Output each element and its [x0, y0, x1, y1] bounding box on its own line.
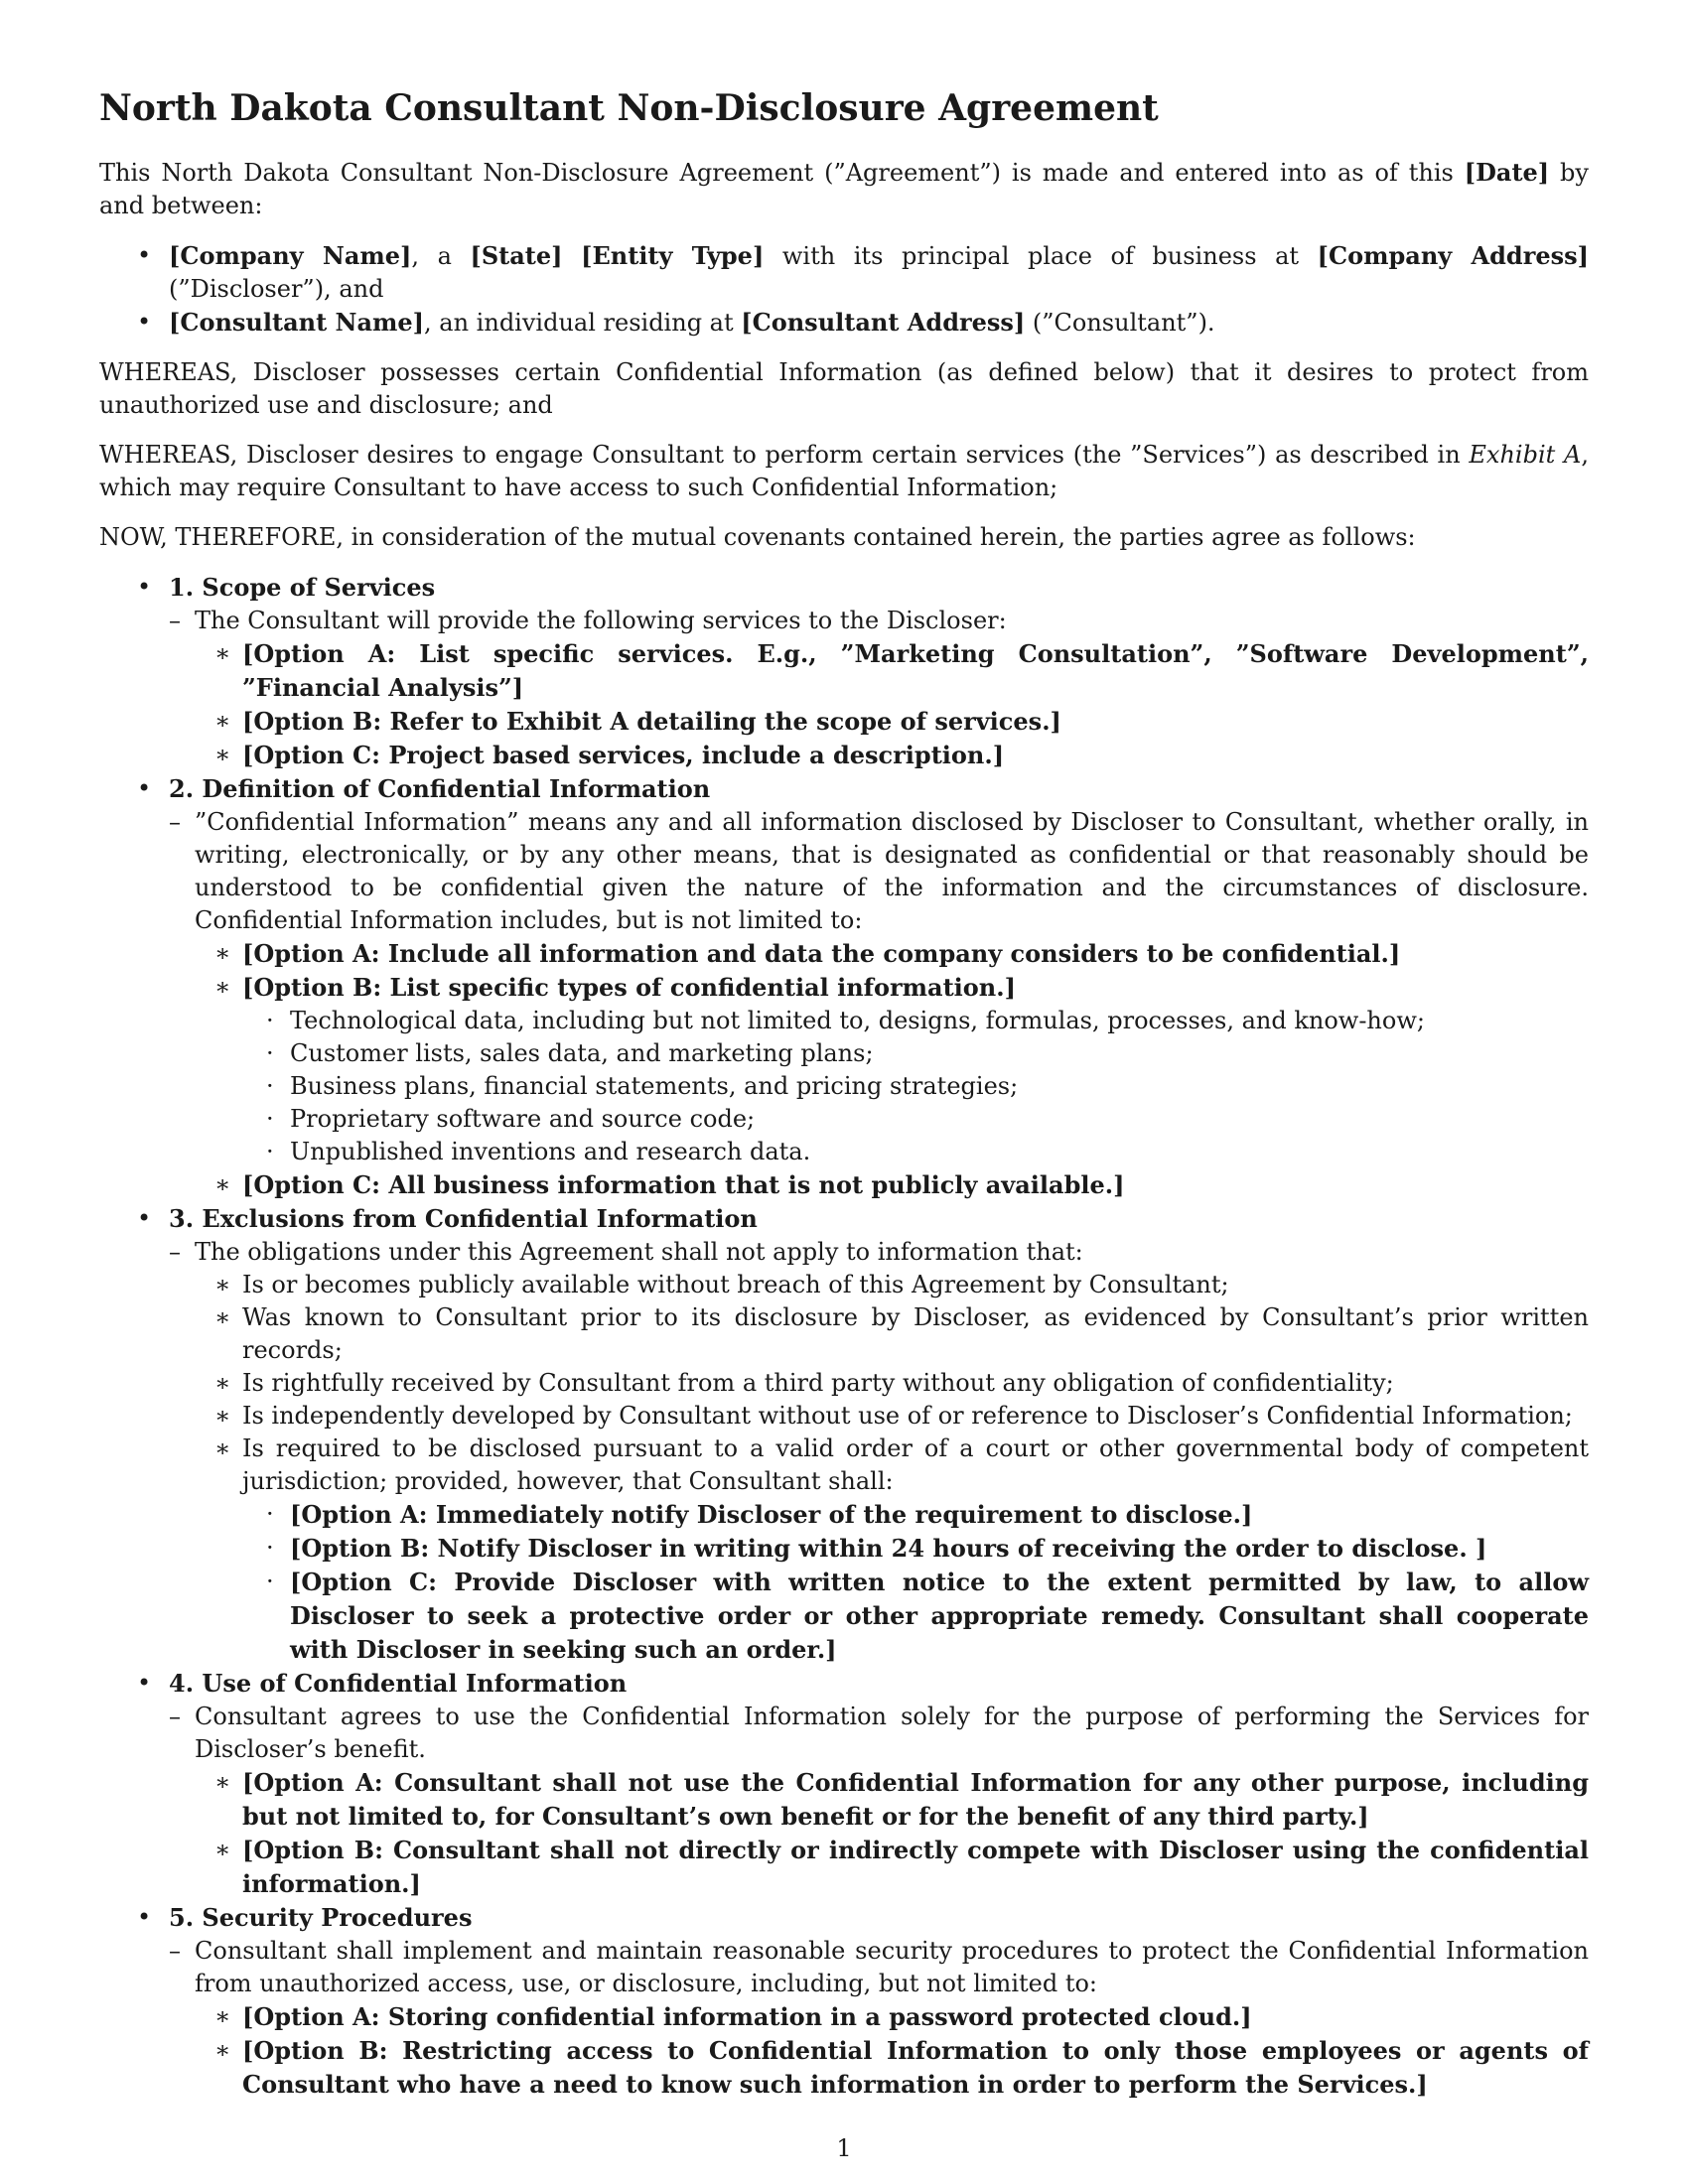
list-item: · Technological data, including but not limited to, designs, formulas, processes, and know-how; — [260, 1005, 1589, 1037]
intro-text-end: by and between: — [99, 159, 1589, 220]
option-item — [260, 1566, 1589, 1667]
item-text: Is required to be disclosed pursuant to a valid order of a court or other governmental body of competent jurisdiction; provided, however, that Consultant shall: — [242, 1434, 1589, 1496]
section-title: 1. Scope of Services — [169, 573, 436, 603]
option-text: [Option B: Consultant shall not directly or indirectly compete with Discloser using the confidential information.] — [242, 1836, 1589, 1899]
option-text: [Option A: Immediately notify Discloser of the requirement to disclose.] — [290, 1500, 1253, 1530]
list-item: ∗ Is independently developed by Consultant without use of or reference to Discloser’s Confidential Information; — [214, 1400, 1589, 1433]
now-therefore-paragraph: NOW, THEREFORE, in consideration of the mutual covenants contained herein, the parties agree as follows: — [99, 523, 1416, 552]
section-body — [169, 1935, 1589, 2102]
option-text: [Option B: Notify Discloser in writing within 24 hours of receiving the order to disclose. ] — [290, 1534, 1487, 1564]
option-item — [214, 971, 1589, 1168]
section-lead — [169, 605, 1589, 772]
list-item: · Business plans, financial statements, and pricing strategies; — [260, 1070, 1589, 1103]
exclusion-list — [214, 1269, 1589, 1667]
section-body — [169, 605, 1589, 772]
lead-text: The obligations under this Agreement shall not apply to information that: — [195, 1238, 1083, 1267]
section-body — [169, 1236, 1589, 1667]
section-lead — [169, 806, 1589, 1202]
party-consultant — [99, 306, 1589, 340]
lead-text: The Consultant will provide the following services to the Discloser: — [195, 607, 1007, 635]
option-item — [214, 1168, 1589, 1202]
section-lead — [169, 1701, 1589, 1901]
option-item — [214, 739, 1589, 772]
option-item — [214, 637, 1589, 705]
party-text: , a — [411, 242, 471, 271]
section-2 — [99, 772, 1589, 1202]
section-title: 3. Exclusions from Confidential Information — [169, 1204, 758, 1234]
page-number: 1 — [836, 2134, 852, 2162]
consultant-address-placeholder: [Consultant Address] — [741, 308, 1026, 338]
section-title: 5. Security Procedures — [169, 1903, 473, 1933]
exhibit-reference: Exhibit A — [1469, 441, 1582, 470]
option-text: [Option B: List specific types of confidential information.] — [242, 973, 1016, 1003]
section-title: 4. Use of Confidential Information — [169, 1669, 628, 1699]
whereas-text: WHEREAS, Discloser desires to engage Consultant to perform certain services (the ”Services”) as described in — [99, 441, 1470, 470]
list-item: ∗ Was known to Consultant prior to its disclosure by Discloser, as evidenced by Consultant’s prior written records; — [214, 1301, 1589, 1367]
option-list — [260, 1498, 1589, 1667]
option-text: [Option A: List specific services. E.g., ”Marketing Consultation”, ”Software Development”, ”Financial Analysis”] — [242, 639, 1589, 703]
consultant-name-placeholder: [Consultant Name] — [169, 308, 425, 338]
section-1 — [99, 571, 1589, 772]
section-5 — [99, 1901, 1589, 2102]
lead-text: Consultant agrees to use the Confidential Information solely for the purpose of performing the Services for Discloser’s benefit. — [195, 1703, 1589, 1764]
document-title: North Dakota Consultant Non-Disclosure Agreement — [99, 87, 1159, 129]
whereas-paragraph-2 — [99, 439, 1589, 504]
option-list — [214, 937, 1589, 1202]
party-company — [99, 239, 1589, 306]
list-item: · Proprietary software and source code; — [260, 1103, 1589, 1136]
company-address-placeholder: [Company Address] — [1317, 241, 1589, 271]
option-item — [260, 1498, 1589, 1532]
intro-text: This North Dakota Consultant Non-Disclosure Agreement (”Agreement”) is made and entered into as of this — [99, 159, 1465, 188]
list-item — [214, 1433, 1589, 1667]
section-lead — [169, 1236, 1589, 1667]
entity-type-placeholder: [Entity Type] — [581, 241, 765, 271]
section-body — [169, 806, 1589, 1202]
list-item: ∗ Is or becomes publicly available without breach of this Agreement by Consultant; — [214, 1269, 1589, 1301]
option-list — [214, 2000, 1589, 2102]
whereas-paragraph-1: WHEREAS, Discloser possesses certain Confidential Information (as defined below) that it desires to protect from unauthorized use and disclosure; and — [99, 358, 1589, 420]
party-text: , an individual residing at — [424, 309, 742, 338]
option-text: [Option A: Include all information and data the company considers to be confidential.] — [242, 939, 1401, 969]
company-name-placeholder: [Company Name] — [169, 241, 412, 271]
section-body — [169, 1701, 1589, 1901]
option-item — [214, 937, 1589, 971]
list-item: · Unpublished inventions and research data. — [260, 1136, 1589, 1168]
section-4 — [99, 1667, 1589, 1901]
option-item — [214, 1766, 1589, 1834]
option-text: [Option A: Consultant shall not use the Confidential Information for any other purpose, including but not limited to, for Consultant’s own benefit or for the benefit of any third party.] — [242, 1768, 1589, 1832]
document-page — [99, 0, 1589, 2118]
option-list — [214, 637, 1589, 772]
section-3 — [99, 1202, 1589, 1667]
sections-list — [99, 571, 1589, 2102]
option-text: [Option C: All business information that is not publicly available.] — [242, 1170, 1125, 1200]
option-item — [214, 2034, 1589, 2102]
option-text: [Option B: Refer to Exhibit A detailing the scope of services.] — [242, 707, 1061, 737]
option-text: [Option C: Project based services, include a description.] — [242, 741, 1005, 770]
party-text: (”Consultant”). — [1025, 309, 1215, 338]
list-item: · Customer lists, sales data, and marketing plans; — [260, 1037, 1589, 1070]
parties-list — [99, 239, 1589, 340]
type-list — [260, 1005, 1589, 1168]
intro-paragraph — [99, 156, 1589, 222]
option-item — [260, 1532, 1589, 1566]
list-item: ∗ Is rightfully received by Consultant from a third party without any obligation of confidentiality; — [214, 1367, 1589, 1400]
party-space — [563, 242, 582, 270]
option-list — [214, 1766, 1589, 1901]
option-item — [214, 1834, 1589, 1901]
option-item — [214, 2000, 1589, 2034]
date-placeholder: [Date] — [1464, 158, 1550, 188]
lead-text: ”Confidential Information” means any and all information disclosed by Discloser to Consultant, whether orally, in writing, electronically, or by any other means, that is designated as confidential or that reasonably should be understood to be confidential given the nature of the information and the circumstances of disclosure. Confidential Information includes, but is not limited to: — [195, 808, 1589, 935]
whereas-text: , which may require Consultant to have access to such Confidential Information; — [99, 441, 1589, 502]
option-item — [214, 705, 1589, 739]
party-text: (”Discloser”), and — [169, 275, 384, 304]
option-text: [Option B: Restricting access to Confidential Information to only those employees or agents of Consultant who have a need to know such information in order to perform the Services.] — [242, 2036, 1589, 2100]
party-text: with its principal place of business at — [764, 242, 1318, 271]
section-title: 2. Definition of Confidential Information — [169, 774, 711, 804]
lead-text: Consultant shall implement and maintain reasonable security procedures to protect the Confidential Information from unauthorized access, use, or disclosure, including, but not limited to: — [195, 1937, 1589, 1998]
section-lead — [169, 1935, 1589, 2102]
option-text: [Option C: Provide Discloser with written notice to the extent permitted by law, to allow Discloser to seek a protective order or other appropriate remedy. Consultant shall cooperate with Discloser in seeking such an order.] — [290, 1568, 1589, 1665]
option-text: [Option A: Storing confidential information in a password protected cloud.] — [242, 2002, 1252, 2032]
state-placeholder: [State] — [470, 241, 563, 271]
